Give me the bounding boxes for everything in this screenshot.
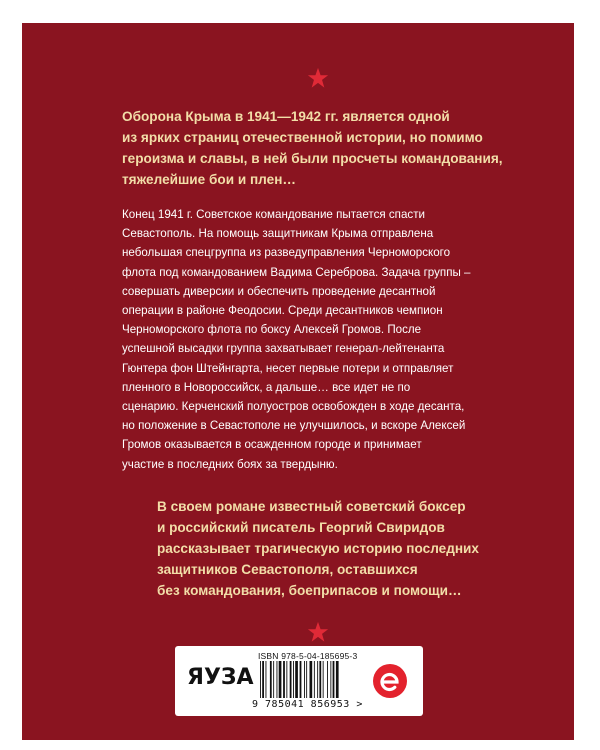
barcode-bar: [270, 661, 272, 698]
barcode-bar: [262, 661, 264, 698]
red-star-icon: [307, 621, 329, 643]
barcode-bar: [327, 661, 328, 698]
barcode-bar: [333, 661, 335, 698]
barcode-bar: [279, 661, 282, 698]
barcode-bar: [304, 661, 305, 698]
barcode-bar: [330, 661, 331, 698]
barcode-bar: [300, 661, 302, 698]
barcode-bar: [306, 661, 307, 698]
barcode-number: 9 785041 856953 >: [252, 699, 363, 710]
barcode-icon: [258, 661, 368, 698]
barcode-bar: [323, 661, 324, 698]
closing-paragraph: В своем романе известный советский боксер и российский писатель Георгий Свиридов рассказывает трагическую историю последних защитников Севастополя, оставшихся без командования, боеприпасов и помощи…: [157, 499, 479, 598]
barcode-bar: [283, 661, 285, 698]
barcode-bar: [317, 661, 318, 698]
book-back-cover: [22, 23, 574, 740]
barcode-bar: [314, 661, 315, 698]
barcode-bar: [290, 661, 292, 698]
eksmo-logo-icon: [372, 663, 408, 699]
isbn-number: ISBN 978-5-04-185695-3: [258, 651, 358, 661]
synopsis-paragraph: Конец 1941 г. Советское командование пытается спасти Севастополь. На помощь защитникам Крыма отправлена небольшая спецгруппа из разведуправления Черноморского флота под командованием Вадима Сереброва. Задача группы – совершать диверсии и обеспечить проведение десантной операции в районе Феодосии. Среди десантников чемпион Черноморского флота по боксу Алексей Громов. После успешной высадки группа захватывает генерал-лейтенанта Гюнтера фон Штейнгарта, несет первые потери и отправляет пленного в Новороссийск, а дальше… все идет не по сценарию. Керченский полуостров освобожден в ходе десанта, но положение в Севастополе не улучшилось, и вскоре Алексей Громов оказывается в осажденном городе и принимает участие в последних боях за твердыню.: [122, 208, 471, 471]
barcode-bar: [260, 661, 261, 698]
isbn-panel: [175, 646, 423, 716]
intro-paragraph: Оборона Крыма в 1941—1942 гг. является одной из ярких страниц отечественной истории, но помимо героизма и славы, в ней были просчеты командования, тяжелейшие бои и плен…: [122, 109, 503, 187]
barcode-bar: [336, 661, 339, 698]
barcode-bar: [319, 661, 321, 698]
barcode-bar: [310, 661, 313, 698]
barcode-bar: [286, 661, 287, 698]
red-star-icon: [307, 67, 329, 89]
publisher-logo-yauza: ЯУЗА: [187, 665, 254, 690]
barcode-bar: [273, 661, 274, 698]
barcode-bar: [266, 661, 267, 698]
barcode-bar: [277, 661, 278, 698]
barcode-bar: [295, 661, 298, 698]
barcode-bar: [293, 661, 294, 698]
